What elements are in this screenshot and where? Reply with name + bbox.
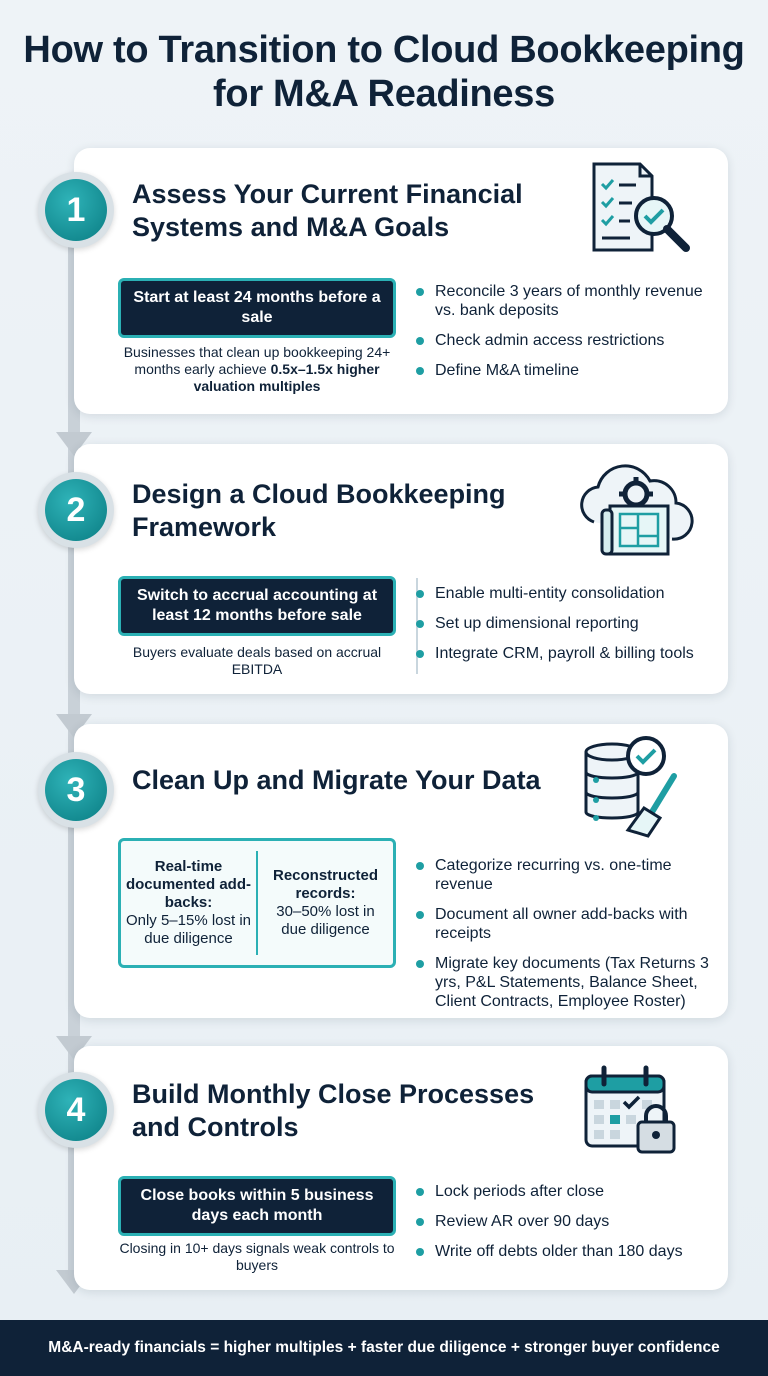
action-list	[416, 1182, 716, 1272]
step-card-4	[74, 1046, 728, 1290]
step-title: Design a Cloud Bookkeeping Framework	[132, 479, 506, 542]
list-item: Lock periods after close	[416, 1182, 716, 1201]
callout-note: Closing in 10+ days signals weak controls to buyers	[119, 1240, 395, 1273]
calendar-lock-icon	[580, 1064, 684, 1169]
callout-note: Buyers evaluate deals based on accrual EBITDA	[132, 644, 382, 677]
comparison-documented: Real-time documented add-backs: Only 5–15% lost in due diligence	[125, 858, 252, 947]
footer-banner: M&A-ready financials = higher multiples + faster due diligence + stronger buyer confidence	[0, 1320, 768, 1376]
list-item: Document all owner add-backs with receipts	[416, 905, 716, 943]
cloud-gear-blueprint-icon	[572, 456, 696, 565]
step-title: Assess Your Current Financial Systems and M&A Goals	[132, 179, 523, 242]
add-backs-comparison	[118, 838, 396, 968]
step-number-badge: 4	[38, 1072, 114, 1148]
list-item: Set up dimensional reporting	[416, 614, 716, 633]
step-number-badge: 3	[38, 752, 114, 828]
key-callout: Start at least 24 months before a sale	[118, 278, 396, 338]
step-number-badge: 1	[38, 172, 114, 248]
list-item: Write off debts older than 180 days	[416, 1242, 716, 1261]
page-title: How to Transition to Cloud Bookkeeping for M&A Readiness	[23, 29, 745, 115]
action-list	[416, 856, 716, 1022]
step-card-1	[74, 148, 728, 414]
step-card-3	[74, 724, 728, 1018]
step-number-badge: 2	[38, 472, 114, 548]
list-item: Define M&A timeline	[416, 361, 716, 380]
list-item: Enable multi-entity consolidation	[416, 584, 716, 603]
step-title: Build Monthly Close Processes and Controls	[132, 1079, 535, 1142]
action-list	[416, 282, 716, 391]
list-item: Integrate CRM, payroll & billing tools	[416, 644, 716, 663]
key-callout: Switch to accrual accounting at least 12 months before sale	[118, 576, 396, 636]
list-item: Categorize recurring vs. one-time revenue	[416, 856, 716, 894]
list-item: Check admin access restrictions	[416, 331, 716, 350]
list-item: Reconcile 3 years of monthly revenue vs. bank deposits	[416, 282, 716, 320]
list-item: Migrate key documents (Tax Returns 3 yrs, P&L Statements, Balance Sheet, Client Contracts, Employee Roster)	[416, 954, 716, 1011]
step-card-2	[74, 444, 728, 694]
database-check-broom-icon	[578, 734, 690, 843]
checklist-magnifier-icon	[586, 158, 696, 263]
step-title: Clean Up and Migrate Your Data	[132, 765, 541, 795]
action-list	[416, 584, 716, 674]
comparison-reconstructed: Reconstructed records: 30–50% lost in due diligence	[272, 867, 379, 938]
key-callout: Close books within 5 business days each month	[118, 1176, 396, 1236]
callout-note: Businesses that clean up bookkeeping 24+ months early achieve 0.5x–1.5x higher valuation multiples	[123, 344, 391, 394]
list-item: Review AR over 90 days	[416, 1212, 716, 1231]
